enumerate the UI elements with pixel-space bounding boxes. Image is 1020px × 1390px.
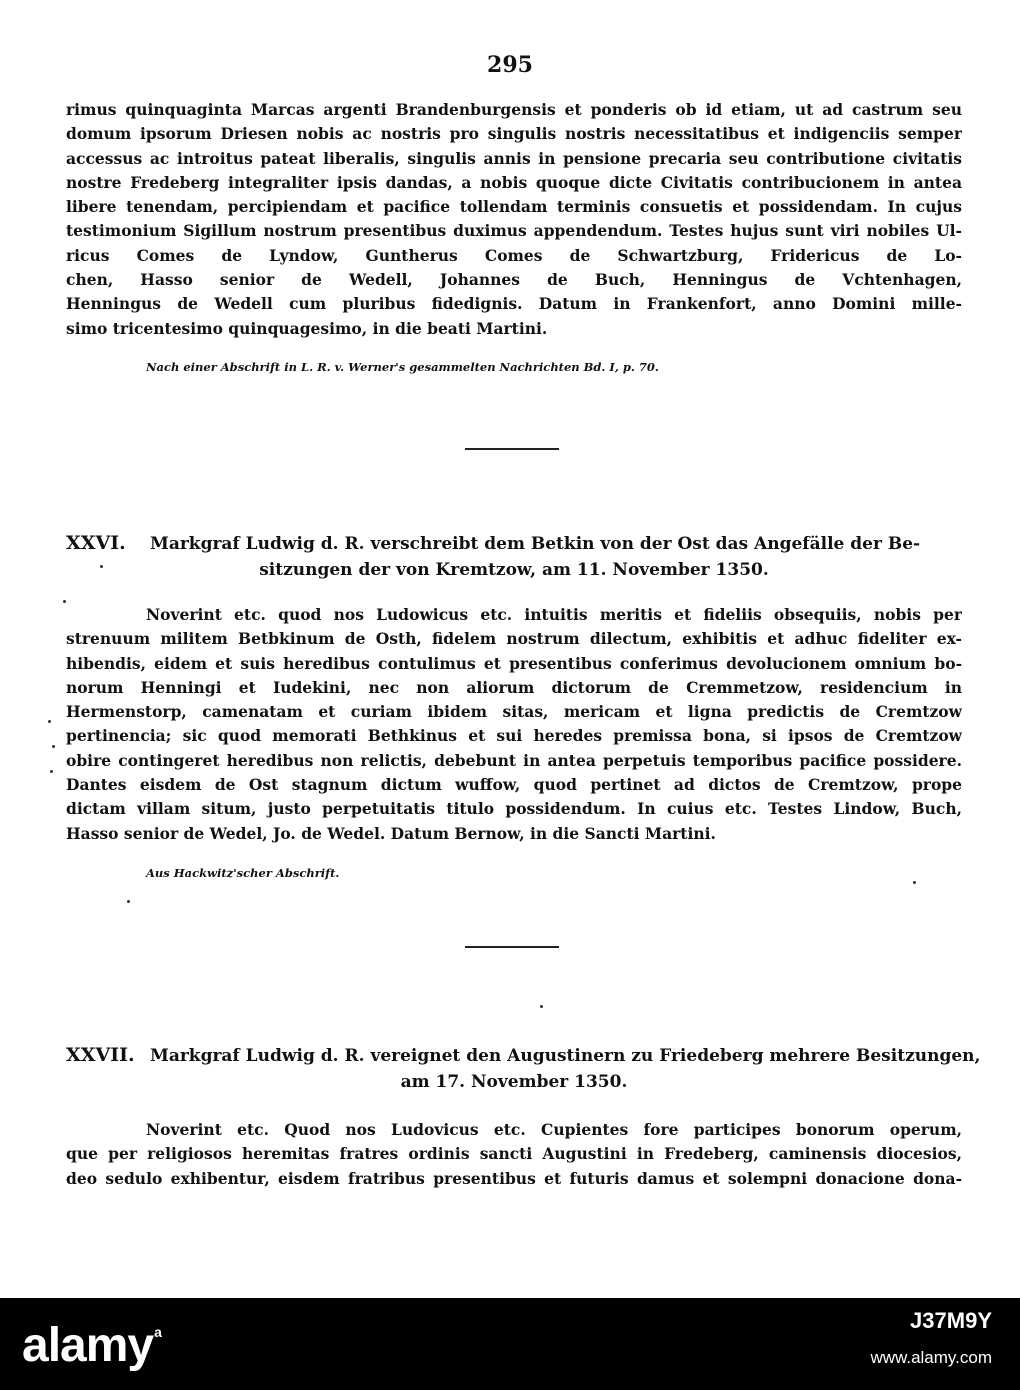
site-url: www.alamy.com	[870, 1348, 992, 1367]
doc1-line: Henningus de Wedell cum pluribus fidedignis. Datum in Frankenfort, anno Domini mille-	[66, 294, 962, 314]
scan-speck	[100, 565, 103, 568]
doc3-heading	[66, 1042, 981, 1095]
doc2-line: Dantes eisdem de Ost stagnum dictum wuffow, quod pertinet ad dictos de Cremtzow, prope	[66, 775, 962, 795]
doc1-line: domum ipsorum Driesen nobis ac nostris pro singulis nostris necessitatibus et indigenciis semper	[66, 124, 962, 144]
doc2-line: norum Henningi et Iudekini, nec non aliorum dictorum de Cremmetzow, residencium in	[66, 677, 962, 697]
doc1-line: rimus quinquaginta Marcas argenti Brandenburgensis et ponderis ob id etiam, ut ad castrum seu	[66, 100, 962, 119]
doc2-heading	[66, 530, 962, 583]
scan-speck	[127, 900, 130, 903]
alamy-logo	[22, 1318, 161, 1373]
doc2-line: dictam villam situm, justo perpetuitatis titulo possidendum. In cuius etc. Testes Lindow, Buch,	[66, 799, 962, 819]
doc2-body	[66, 603, 962, 846]
doc1-line: nostre Fredeberg integraliter ipsis dandas, a nobis quoque dicte Civitatis contribucionem in antea	[66, 172, 962, 192]
doc3-numeral: XXVII.	[66, 1044, 135, 1066]
doc2-line: obire contingeret heredibus non relictis, debebunt in antea perpetuis temporibus pacifice possidere.	[66, 750, 962, 770]
scan-speck	[540, 1005, 543, 1008]
doc3-heading-line2: am 17. November 1350.	[400, 1072, 628, 1092]
doc1-line: accessus ac introitus pateat liberalis, singulis annis in pensione precaria seu contributione civitatis	[66, 148, 962, 168]
scan-speck	[50, 770, 53, 773]
doc1-line: chen, Hasso senior de Wedell, Johannes de Buch, Henningus de Vchtenhagen,	[66, 270, 962, 290]
image-id: J37M9Y	[910, 1308, 992, 1333]
section-divider	[465, 946, 559, 948]
scan-speck	[52, 745, 55, 748]
doc2-source-note: Aus Hackwitz'scher Abschrift.	[146, 866, 340, 880]
scan-speck	[48, 720, 51, 723]
doc3-body	[66, 1118, 962, 1191]
doc2-line: Noverint etc. quod nos Ludowicus etc. intuitis meritis et fideliis obsequiis, nobis per	[146, 605, 962, 624]
alamy-logo-mark: a	[154, 1324, 161, 1340]
doc2-heading-line2: sitzungen der von Kremtzow, am 11. November 1350.	[259, 560, 769, 580]
page-number: 295	[487, 52, 533, 78]
scan-speck	[913, 881, 916, 884]
alamy-logo-text: alamy	[22, 1319, 154, 1372]
section-divider	[465, 448, 559, 450]
doc2-line: strenuum militem Betbkinum de Osth, fidelem nostrum dilectum, exhibitis et adhuc fideliter ex-	[66, 629, 962, 649]
doc3-line: deo sedulo exhibentur, eisdem fratribus presentibus et futuris damus et solempni donacione dona-	[66, 1168, 962, 1188]
doc3-heading-line1: Markgraf Ludwig d. R. vereignet den Augustinern zu Friedeberg mehrere Besitzungen,	[150, 1046, 981, 1066]
doc3-line: que per religiosos heremitas fratres ordinis sancti Augustini in Fredeberg, caminensis diocesios,	[66, 1144, 962, 1164]
doc2-line: Hermenstorp, camenatam et curiam ibidem sitas, mericam et ligna predictis de Cremtzow	[66, 702, 962, 722]
scan-speck	[63, 600, 66, 603]
doc1-line: libere tenendam, percipiendam et pacifice tollendam terminis consuetis et possidendam. In cujus	[66, 197, 962, 217]
doc2-line: pertinencia; sic quod memorati Bethkinus et sui heredes premissa bona, si ipsos de Cremtzow	[66, 726, 962, 746]
doc1-line: testimonium Sigillum nostrum presentibus duximus appendendum. Testes hujus sunt viri nobiles Ul-	[66, 221, 962, 241]
doc1-line: simo tricentesimo quinquagesimo, in die beati Martini.	[66, 318, 548, 338]
doc3-line: Noverint etc. Quod nos Ludovicus etc. Cupientes fore participes bonorum operum,	[146, 1120, 962, 1139]
doc2-numeral: XXVI.	[66, 532, 126, 554]
doc1-body	[66, 98, 962, 341]
doc1-source-note: Nach einer Abschrift in L. R. v. Werner's gesammelten Nachrichten Bd. I, p. 70.	[146, 360, 659, 374]
doc1-line: ricus Comes de Lyndow, Guntherus Comes de Schwartzburg, Fridericus de Lo-	[66, 245, 962, 265]
doc2-heading-line1: Markgraf Ludwig d. R. verschreibt dem Betkin von der Ost das Angefälle der Be-	[150, 534, 921, 554]
watermark-footer	[0, 1298, 1020, 1390]
doc2-line: hibendis, eidem et suis heredibus contulimus et presentibus conferimus devolucionem omnium bo-	[66, 653, 962, 673]
doc2-line: Hasso senior de Wedel, Jo. de Wedel. Datum Bernow, in die Sancti Martini.	[66, 823, 716, 843]
